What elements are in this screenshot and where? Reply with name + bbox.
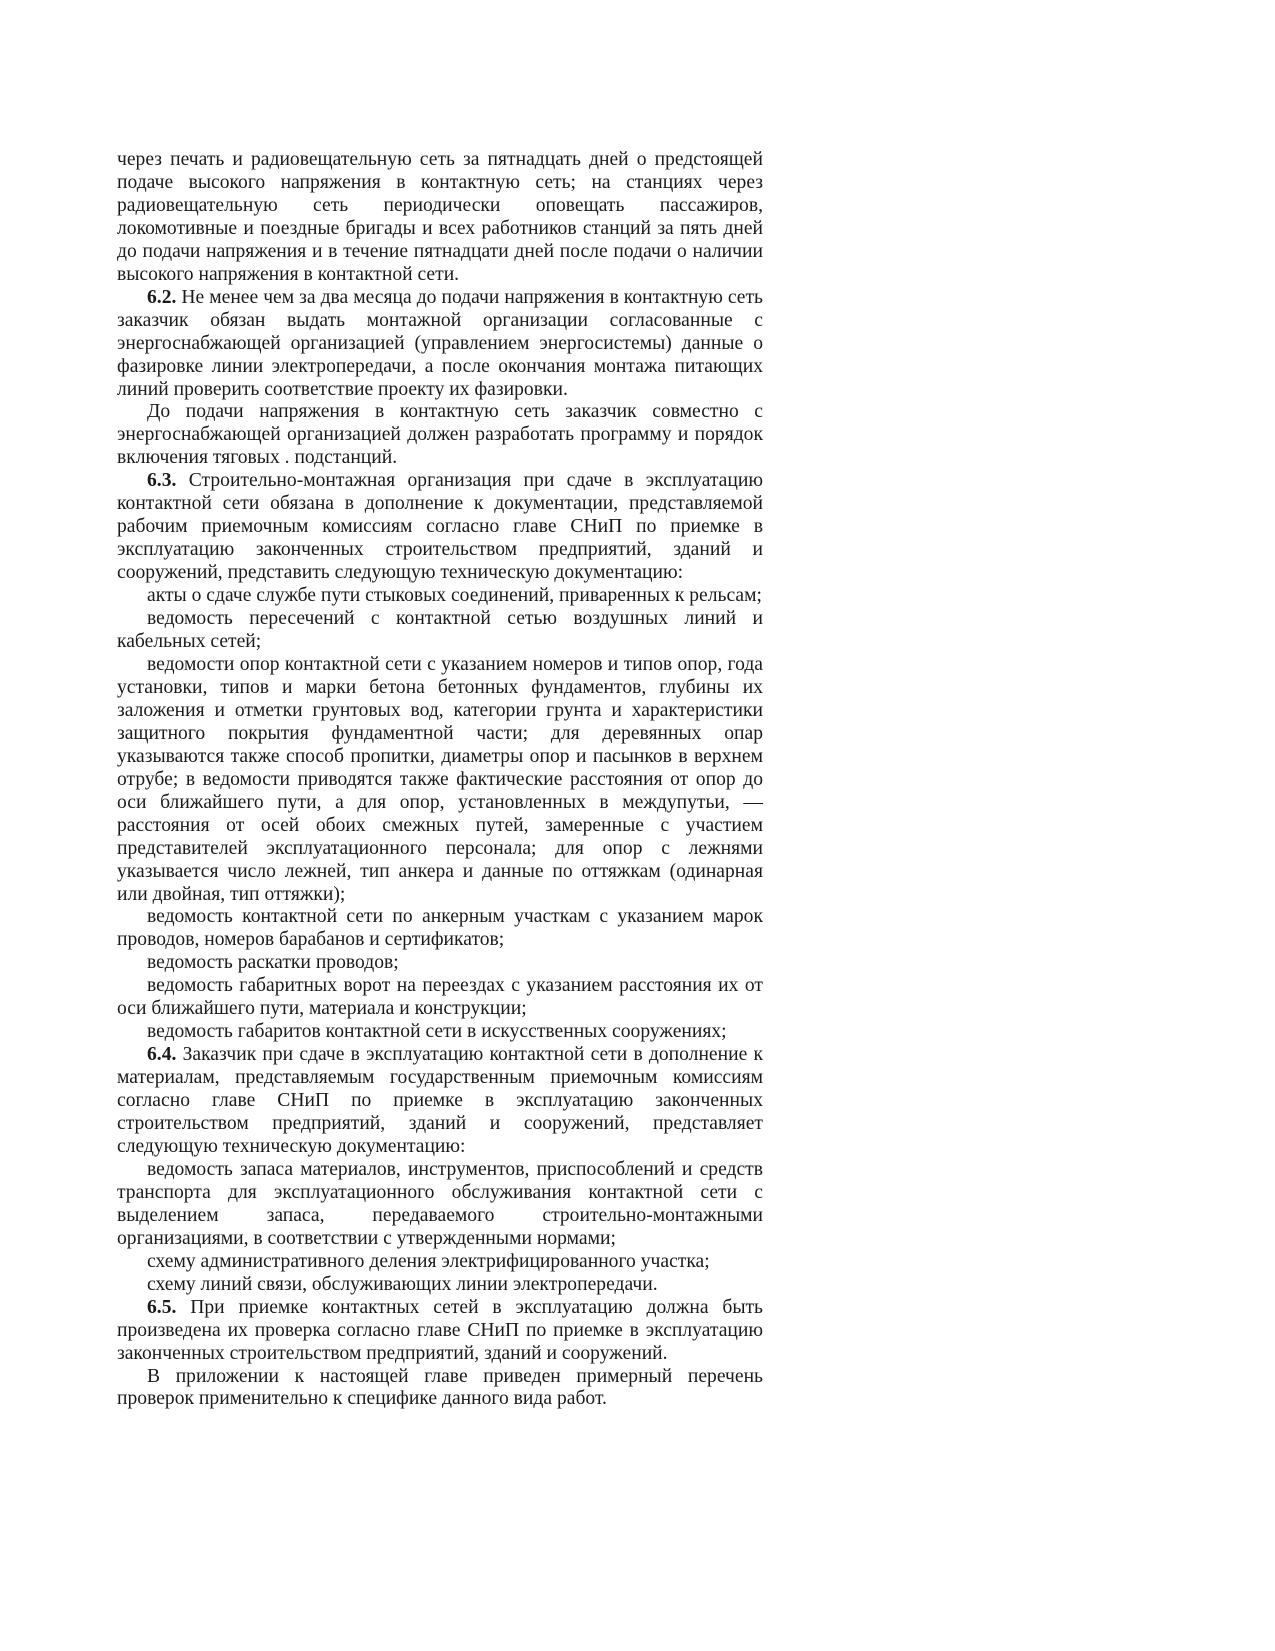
paragraph-text: акты о сдаче службе пути стыковых соединений, приваренных к рельсам;	[147, 585, 762, 607]
paragraph-text: схему административного деления электрифицированного участка;	[147, 1250, 710, 1272]
list-item	[117, 1251, 763, 1274]
paragraph-6-3	[117, 470, 763, 585]
paragraph-6-2	[117, 287, 763, 402]
paragraph-text: Строительно-монтажная организация при сдаче в эксплуатацию контактной сети обязана в дополнение к документации, представляемой рабочим приемочным комиссиям согласно главе СНиП по приемке в эксплуатацию законченных строительством предприятий, зданий и сооружений, представить следующую техническую документацию:	[117, 470, 763, 584]
list-item	[117, 1274, 763, 1297]
paragraph-text: В приложении к настоящей главе приведен примерный перечень проверок применительно к специфике данного вида работ.	[117, 1365, 763, 1410]
paragraph	[117, 1366, 763, 1412]
document-body	[117, 149, 763, 1411]
paragraph-text: ведомость пересечений с контактной сетью воздушных линий и кабельных сетей;	[117, 608, 763, 653]
list-item	[117, 1159, 763, 1251]
list-item	[117, 906, 763, 952]
paragraph-text: Заказчик при сдаче в эксплуатацию контактной сети в дополнение к материалам, представляемым государственным приемочным комиссиям согласно главе СНиП по приемке в эксплуатацию законченных строительством предприятий, зданий и сооружений, представляет следующую техническую документацию:	[117, 1044, 763, 1157]
section-number: 6.5.	[147, 1296, 177, 1318]
list-item	[117, 608, 763, 654]
list-item	[117, 585, 763, 608]
paragraph-6-4	[117, 1044, 763, 1159]
paragraph-text: До подачи напряжения в контактную сеть заказчик совместно с энергоснабжающей организацией должен разработать программу и порядок включения тяговых . подстанций.	[117, 401, 763, 469]
paragraph-continuation	[117, 149, 763, 287]
list-item	[117, 1021, 763, 1044]
paragraph-text: ведомости опор контактной сети с указанием номеров и типов опор, года установки, типов и марки бетона бетонных фундаментов, глубины их заложения и отметки грунтовых вод, категории грунта и характеристики защитного покрытия фундаментной части; для деревянных опар указываются также способ пропитки, диаметры опор и пасынков в верхнем отрубе; в ведомости приводятся также фактические расстояния от опор до оси ближайшего пути, а для опор, установленных в междупутьи, — расстояния от осей обоих смежных путей, замеренные с участием представителей эксплуатационного персонала; для опор с лежнями указывается число лежней, тип анкера и данные по оттяжкам (одинарная или двойная, тип оттяжки);	[117, 653, 763, 905]
paragraph-text: ведомость габаритов контактной сети в искусственных сооружениях;	[147, 1021, 727, 1043]
paragraph-text: Не менее чем за два месяца до подачи напряжения в контактную сеть заказчик обязан выдать монтажной организации согласованные с энергоснабжающей организацией (управлением энергосистемы) данные о фазировке линии электропередачи, а после окончания монтажа питающих линий проверить соответствие проекту их фазировки.	[117, 286, 763, 400]
list-item	[117, 952, 763, 975]
paragraph-text: ведомость контактной сети по анкерным участкам с указанием марок проводов, номеров барабанов и сертификатов;	[117, 906, 763, 951]
section-number: 6.3.	[147, 470, 177, 492]
paragraph-text: При приемке контактных сетей в эксплуатацию должна быть произведена их проверка согласно главе СНиП по приемке в эксплуатацию законченных строительством предприятий, зданий и сооружений.	[117, 1296, 763, 1364]
paragraph-text: ведомость раскатки проводов;	[147, 952, 399, 974]
paragraph-text: ведомость запаса материалов, инструментов, приспособлений и средств транспорта для эксплуатационного обслуживания контактной сети с выделением запаса, передаваемого строительно-монтажными организациями, в соответствии с утвержденными нормами;	[117, 1158, 763, 1249]
list-item	[117, 975, 763, 1021]
paragraph-6-5	[117, 1297, 763, 1366]
list-item	[117, 654, 763, 906]
paragraph	[117, 401, 763, 470]
paragraph-text: схему линий связи, обслуживающих линии электропередачи.	[147, 1273, 658, 1295]
paragraph-text: через печать и радиовещательную сеть за пятнадцать дней о предстоящей подаче высокого напряжения в контактную сеть; на станциях через радиовещательную сеть периодически оповещать пассажиров, локомотивные и поездные бригады и всех работников станций за пять дней до подачи напряжения и в течение пятнадцати дней после подачи о наличии высокого напряжения в контактной сети.	[117, 149, 763, 285]
section-number: 6.4.	[147, 1044, 177, 1066]
paragraph-text: ведомость габаритных ворот на переездах с указанием расстояния их от оси ближайшего пути, материала и конструкции;	[117, 975, 763, 1020]
section-number: 6.2.	[147, 286, 177, 308]
